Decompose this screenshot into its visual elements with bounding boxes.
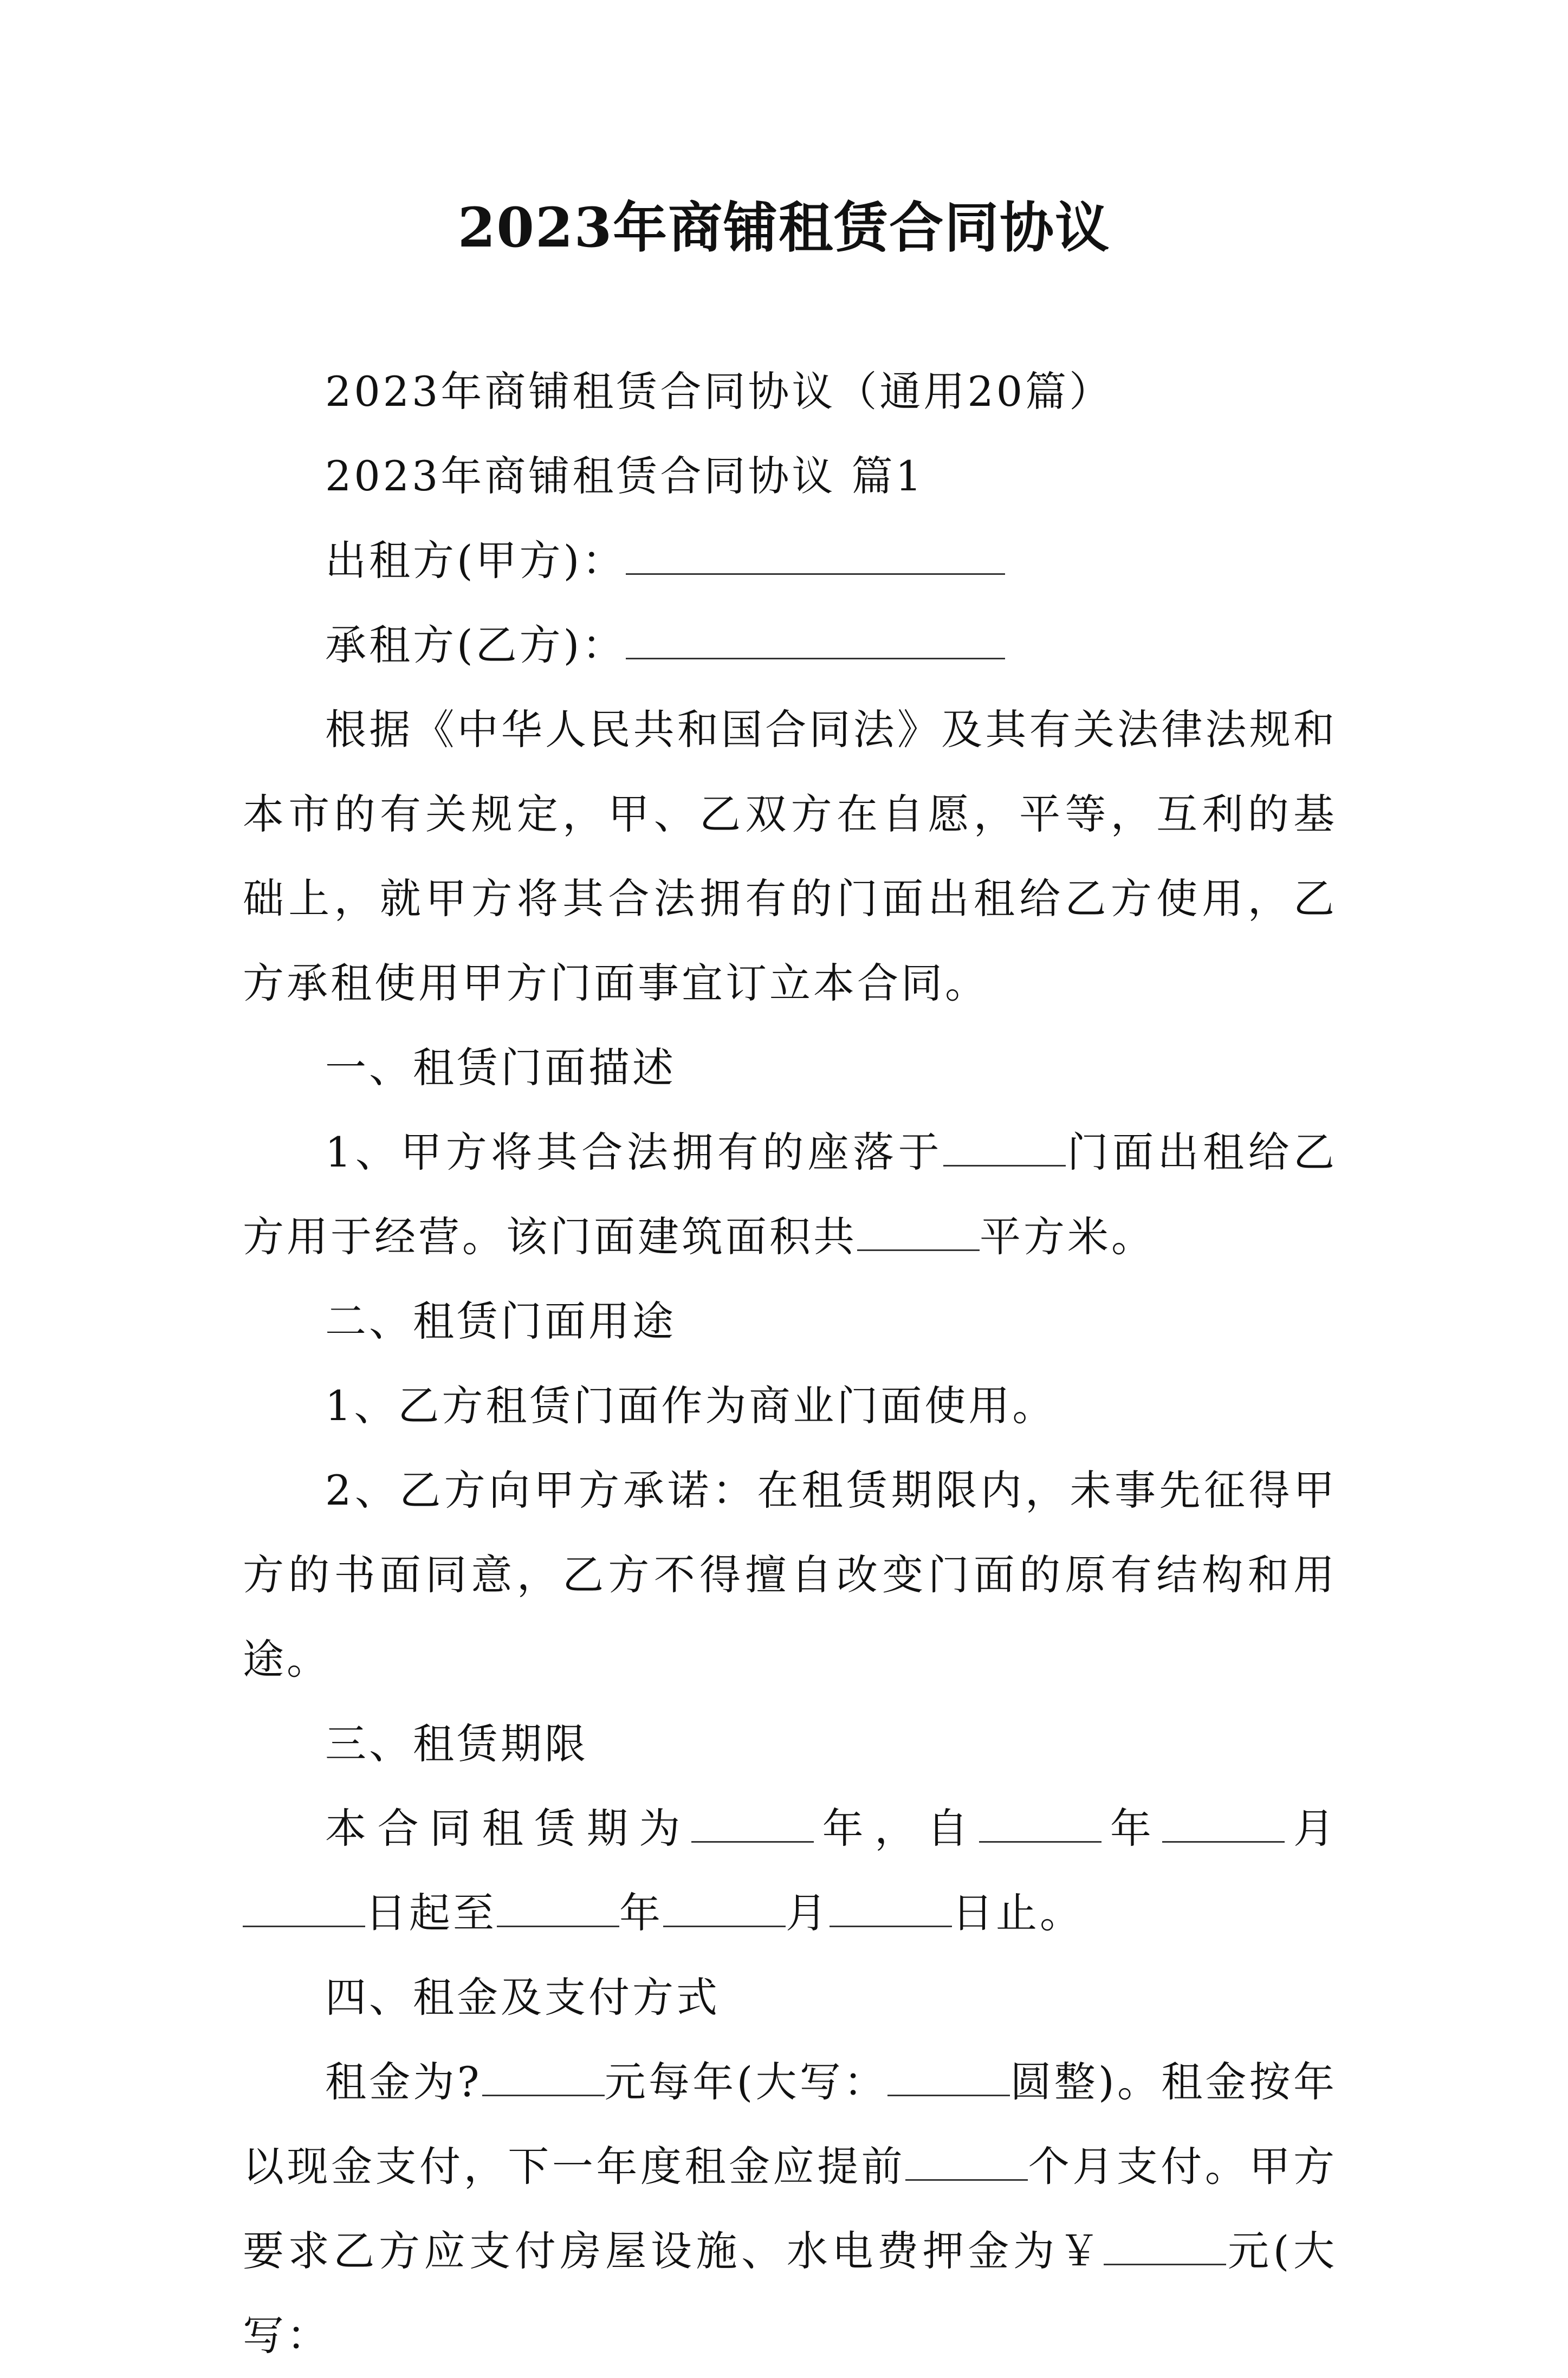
end-month-blank: [663, 1892, 786, 1927]
location-blank: [943, 1131, 1066, 1167]
party-a-line: [243, 519, 1337, 603]
section3-p1-text-b: 年，自: [814, 1804, 980, 1852]
section3-p1-text-g: 月: [786, 1889, 830, 1937]
party-b-label: 承租方(乙方)：: [325, 621, 626, 669]
deposit-amount-blank: [1104, 2230, 1226, 2265]
start-day-blank: [243, 1892, 365, 1927]
document-subtitle: 2023年商铺租赁合同协议（通用20篇）: [325, 367, 1113, 416]
section1-paragraph1: [243, 1110, 1337, 1279]
advance-months-blank: [905, 2146, 1028, 2181]
section4-paragraph1: [243, 2040, 1337, 2378]
section1-p1-text-b: 门面出租给乙方用于经营。该门面建筑面积共: [243, 1128, 1338, 1261]
party-b-line: [243, 603, 1337, 688]
section1-p1-text-a: 1、甲方将其合法拥有的座落于: [325, 1128, 944, 1176]
section-heading: 2023年商铺租赁合同协议 篇1: [325, 452, 924, 500]
section2-paragraph2: 2、乙方向甲方承诺：在租赁期限内，未事先征得甲方的书面同意，乙方不得擅自改变门面的原有结构和用途。: [243, 1466, 1337, 1683]
section2-paragraph1: 1、乙方租赁门面作为商业门面使用。: [325, 1382, 1057, 1430]
section4-p1-text-e: 元(大写：: [243, 2227, 1337, 2360]
intro-paragraph: 根据《中华人民共和国合同法》及其有关法律法规和本市的有关规定，甲、乙双方在自愿，平等，互利的基础上，就甲方将其合法拥有的门面出租给乙方使用，乙方承租使用甲方门面事宜订立本合同。: [243, 705, 1337, 1007]
section3-heading: 三、租赁期限: [325, 1720, 588, 1768]
section4-p1-text-b: 元每年(大写：: [604, 2058, 888, 2106]
end-day-blank: [830, 1892, 952, 1927]
section3-p1-text-e: 日起至: [365, 1889, 497, 1937]
document-title: 2023年商铺租赁合同协议: [457, 196, 1111, 260]
section4-p1-text-a: 租金为?: [325, 2058, 482, 2106]
section4-p1-text-d: 个月支付。甲方要求乙方应支付房屋设施、水电费押金为￥: [243, 2142, 1338, 2275]
start-year-blank: [979, 1807, 1102, 1843]
section2-heading: 二、租赁门面用途: [325, 1297, 676, 1345]
section3-paragraph1: [243, 1786, 1337, 1955]
rent-uppercase-blank: [887, 2061, 1010, 2096]
section3-p1-text-f: 年: [619, 1889, 663, 1937]
section4-heading: 四、租金及支付方式: [325, 1973, 720, 2021]
section3-p1-text-c: 年: [1102, 1804, 1163, 1852]
area-blank: [857, 1216, 980, 1251]
end-year-blank: [497, 1892, 619, 1927]
party-a-label: 出租方(甲方)：: [325, 536, 626, 585]
rent-amount-blank: [482, 2061, 605, 2096]
start-month-blank: [1162, 1807, 1285, 1843]
party-a-blank: [626, 540, 1005, 575]
term-years-blank: [691, 1807, 814, 1843]
section3-p1-text-h: 日止。: [952, 1889, 1084, 1937]
party-b-blank: [626, 624, 1005, 659]
section1-heading: 一、租赁门面描述: [325, 1044, 676, 1092]
section3-p1-text-d: 月: [1285, 1804, 1338, 1852]
section1-p1-text-c: 平方米。: [980, 1213, 1155, 1261]
section3-p1-text-a: 本合同租赁期为: [325, 1804, 691, 1852]
document-body: [243, 349, 1337, 2378]
section4-p1-text-c: 圆整)。租金按年以现金支付，下一年度租金应提前: [243, 2058, 1337, 2191]
